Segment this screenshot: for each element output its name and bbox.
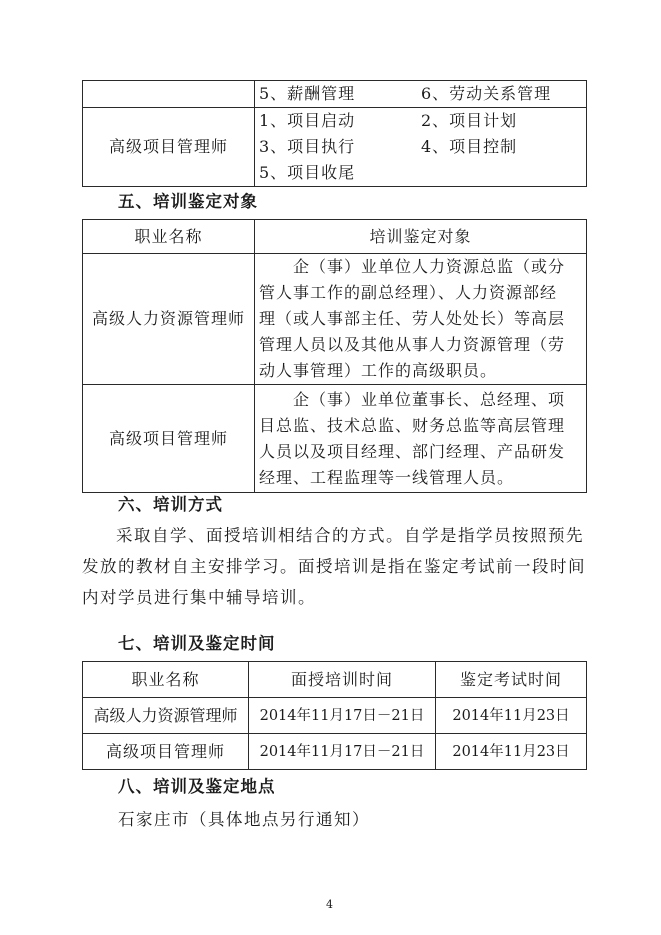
text-line: 采取自学、面授培训相结合的方式。自学是指学员按照预先: [116, 526, 584, 545]
text-line: 发放的教材自主安排学习。面授培训是指在鉴定考试前一段时间: [82, 557, 586, 576]
section-heading: 七、培训及鉴定时间: [118, 634, 276, 653]
exam-time: 2014年11月23日: [436, 698, 587, 734]
module-item: 1、项目启动: [259, 111, 356, 130]
training-method-paragraph: [82, 520, 592, 613]
column-header: 职业名称: [83, 220, 255, 254]
table-cell-modules: [255, 81, 587, 108]
text-line: 理（或人事部主任、劳人处处长）等高层: [259, 309, 566, 328]
occupation-name: 高级人力资源管理师: [83, 698, 249, 734]
text-line: 企（事）业单位人力资源总监（或分: [293, 257, 566, 276]
text-line: 动人事管理）工作的高级职员。: [259, 361, 498, 380]
text-line: 企（事）业单位董事长、总经理、项: [293, 389, 566, 409]
target-description: [255, 254, 587, 385]
text-line: 管人事工作的副总经理）、人力资源部经: [259, 283, 558, 302]
text-line: 内对学员进行集中辅导培训。: [82, 588, 316, 607]
module-item: 5、薪酬管理: [259, 84, 356, 103]
page-number: 4: [326, 898, 333, 911]
target-description: [255, 385, 587, 493]
schedule-table: [82, 661, 587, 770]
text-line: 经理、工程监理等一线管理人员。: [259, 467, 515, 487]
skills-table: [82, 80, 587, 187]
column-header: 培训鉴定对象: [255, 220, 587, 254]
module-item: 2、项目计划: [421, 111, 518, 130]
occupation-name: 高级项目管理师: [83, 734, 249, 770]
location-text: 石家庄市（具体地点另行通知）: [118, 810, 370, 829]
occupation-name: 高级项目管理师: [83, 108, 255, 187]
section-heading: 八、培训及鉴定地点: [118, 777, 276, 796]
column-header: 面授培训时间: [249, 662, 436, 698]
module-item: 3、项目执行: [259, 137, 356, 156]
module-item: 6、劳动关系管理: [421, 84, 552, 103]
occupation-name: 高级项目管理师: [83, 385, 255, 493]
table-cell-modules: [255, 108, 587, 187]
exam-time: 2014年11月23日: [436, 734, 587, 770]
training-time: 2014年11月17日－21日: [249, 698, 436, 734]
occupation-name: 高级人力资源管理师: [83, 254, 255, 385]
column-header: 职业名称: [83, 662, 249, 698]
section-heading: 五、培训鉴定对象: [118, 192, 258, 211]
target-table: [82, 219, 587, 493]
table-cell-empty: [83, 81, 255, 108]
text-line: 人员以及项目经理、部门经理、产品研发: [259, 441, 566, 461]
module-item: 5、项目收尾: [259, 163, 356, 182]
training-time: 2014年11月17日－21日: [249, 734, 436, 770]
section-heading: 六、培训方式: [118, 495, 223, 514]
column-header: 鉴定考试时间: [436, 662, 587, 698]
module-item: 4、项目控制: [421, 137, 518, 156]
text-line: 目总监、技术总监、财务总监等高层管理: [259, 415, 566, 435]
text-line: 管理人员以及其他从事人力资源管理（劳: [259, 335, 566, 354]
